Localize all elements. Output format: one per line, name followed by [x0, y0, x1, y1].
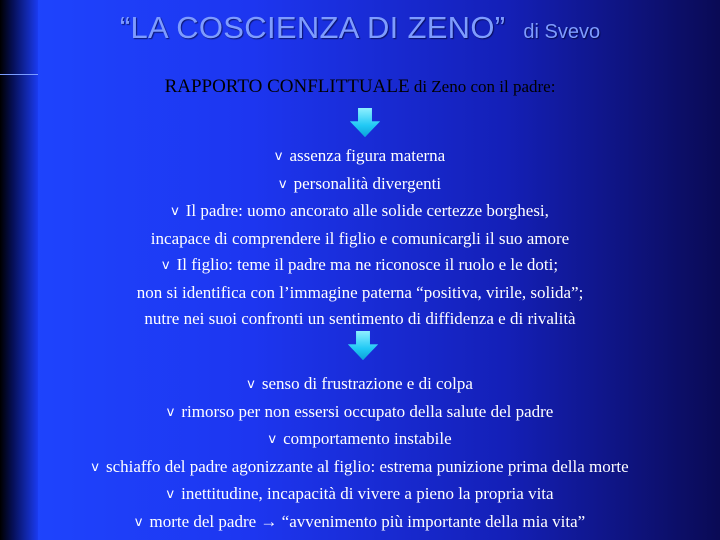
list-item	[0, 509, 720, 537]
list-item	[0, 426, 720, 454]
list-item-text: nutre nei suoi confronti un sentimento di diffidenza e di rivalità	[144, 309, 576, 328]
list-item	[0, 371, 720, 399]
list-item-text: morte del padre → “avvenimento più importante della mia vita”	[149, 511, 586, 531]
list-item	[0, 481, 720, 509]
list-item	[0, 171, 720, 199]
list-item	[0, 454, 720, 482]
diamond-bullet-icon: v	[274, 149, 283, 164]
list-item-text: rimorso per non essersi occupato della salute del padre	[181, 401, 554, 421]
list-item-text: inettitudine, incapacità di vivere a pieno la propria vita	[181, 484, 554, 503]
title-main: “LA COSCIENZA DI ZENO”	[119, 10, 506, 45]
list-item	[0, 252, 720, 280]
title-subtitle: di Svevo	[523, 21, 601, 43]
list-item-text: comportamento instabile	[283, 429, 452, 448]
list-item	[0, 280, 720, 307]
down-arrow-icon	[348, 331, 378, 360]
list-item-text: Il figlio: teme il padre ma ne riconosce il ruolo e le doti;	[176, 255, 559, 274]
diamond-bullet-icon: v	[247, 377, 255, 392]
list-item	[0, 399, 720, 427]
diamond-bullet-icon: v	[134, 514, 143, 530]
list-item-text: personalità divergenti	[293, 173, 442, 193]
diamond-bullet-icon: v	[91, 459, 99, 475]
list-item-text: schiaffo del padre agonizzante al figlio: estrema punizione prima della morte	[106, 456, 629, 476]
section-heading	[0, 76, 720, 98]
diamond-bullet-icon: v	[171, 204, 179, 219]
down-arrow-icon	[350, 108, 380, 137]
heading-caps: RAPPORTO CONFLITTUALE	[164, 76, 410, 97]
list-item-text: senso di frustrazione e di colpa	[261, 374, 473, 393]
slide-title	[0, 10, 720, 46]
diamond-bullet-icon: v	[278, 176, 287, 192]
list-item	[0, 306, 720, 333]
diamond-bullet-icon: v	[161, 258, 170, 273]
list-item-text: Il padre: uomo ancorato alle solide certezze borghesi,	[185, 201, 549, 220]
diamond-bullet-icon: v	[166, 487, 175, 502]
section-1-list	[0, 143, 720, 333]
list-item	[0, 198, 720, 226]
list-item-text: non si identifica con l’immagine paterna “positiva, virile, solida”;	[136, 282, 584, 302]
list-item-text: incapace di comprendere il figlio e comunicargli il suo amore	[150, 228, 570, 248]
section-2-list	[0, 371, 720, 536]
diamond-bullet-icon: v	[166, 404, 175, 420]
list-item	[0, 143, 720, 171]
diamond-bullet-icon: v	[268, 432, 277, 447]
list-item	[0, 226, 720, 253]
heading-rest: di Zeno con il padre:	[409, 77, 556, 96]
list-item-text: assenza figura materna	[289, 146, 446, 165]
